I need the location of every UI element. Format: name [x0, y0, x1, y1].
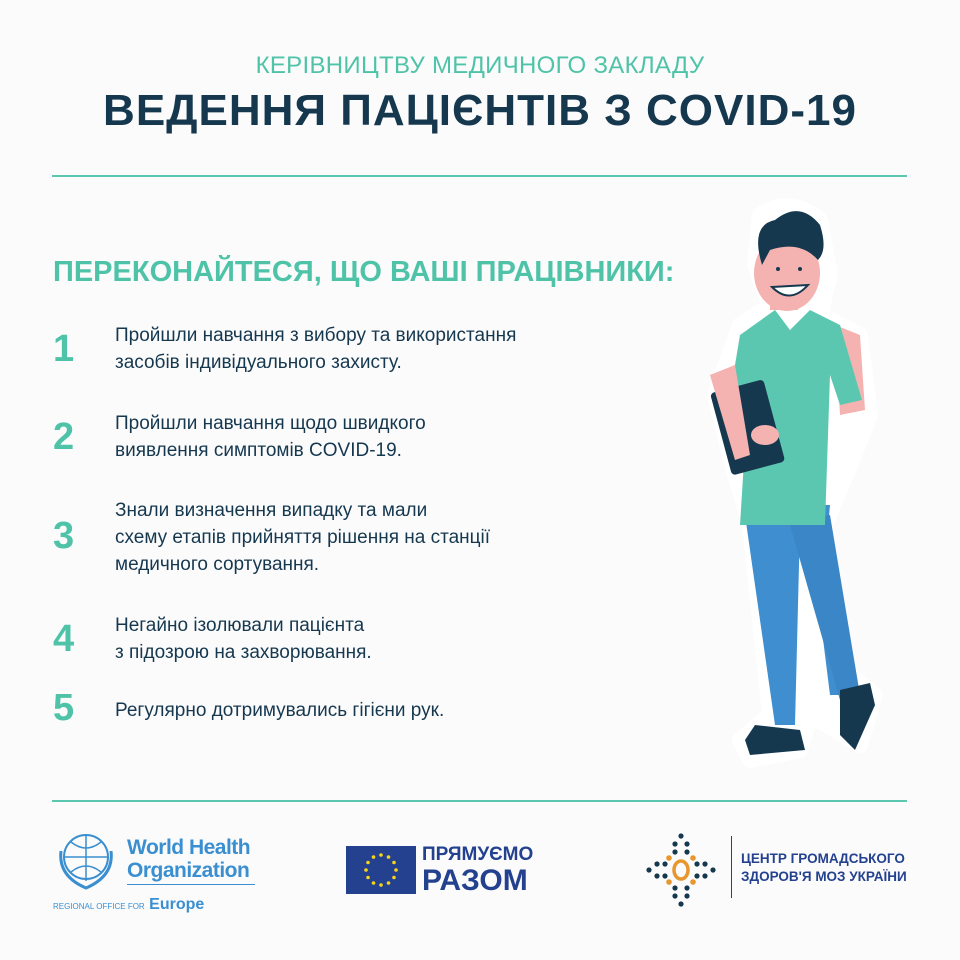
- item-number: 5: [53, 687, 75, 729]
- eu-line1: ПРЯМУЄМО: [422, 844, 534, 865]
- who-name-line1: World Health: [127, 836, 251, 859]
- eu-line2: РАЗОМ: [422, 864, 528, 897]
- eu-flag-icon: [346, 846, 416, 894]
- who-small-text: REGIONAL OFFICE FOR: [53, 902, 145, 911]
- who-logo: [53, 826, 263, 916]
- item-text: схему етапів прийняття рішення на станції: [115, 527, 491, 548]
- item-number: 1: [53, 328, 75, 370]
- item-number: 3: [53, 515, 75, 557]
- item-text: Негайно ізолювали пацієнта: [115, 615, 365, 636]
- phc-line2: ЗДОРОВ'Я МОЗ УКРАЇНИ: [741, 869, 907, 884]
- phc-emblem-icon: [645, 832, 717, 908]
- item-text: Пройшли навчання з вибору та використання: [115, 325, 517, 346]
- item-text: Пройшли навчання щодо швидкого: [115, 413, 426, 434]
- lead-heading: ПЕРЕКОНАЙТЕСЯ, ЩО ВАШІ ПРАЦІВНИКИ:: [53, 256, 675, 288]
- item-text: з підозрою на захворювання.: [115, 642, 372, 663]
- phc-logo: [645, 832, 915, 912]
- divider-bottom: [52, 800, 907, 802]
- item-text: медичного сортування.: [115, 554, 320, 575]
- eu-logo: [346, 846, 556, 896]
- who-region: Europe: [149, 896, 205, 913]
- phc-line1: ЦЕНТР ГРОМАДСЬКОГО: [741, 851, 905, 866]
- who-emblem-icon: [53, 826, 119, 892]
- item-text: засобів індивідуального захисту.: [115, 352, 402, 373]
- item-text: Регулярно дотримувались гігієни рук.: [115, 700, 445, 721]
- item-text: виявлення симптомів COVID-19.: [115, 440, 402, 461]
- who-name-line2: Organization: [127, 859, 250, 882]
- item-number: 2: [53, 416, 75, 458]
- page-title: ВЕДЕННЯ ПАЦІЄНТІВ З COVID-19: [103, 86, 857, 135]
- item-text: Знали визначення випадку та мали: [115, 500, 428, 521]
- subtitle: КЕРІВНИЦТВУ МЕДИЧНОГО ЗАКЛАДУ: [255, 52, 705, 79]
- doctor-illustration: [690, 195, 910, 775]
- item-number: 4: [53, 618, 75, 660]
- divider-top: [52, 175, 907, 177]
